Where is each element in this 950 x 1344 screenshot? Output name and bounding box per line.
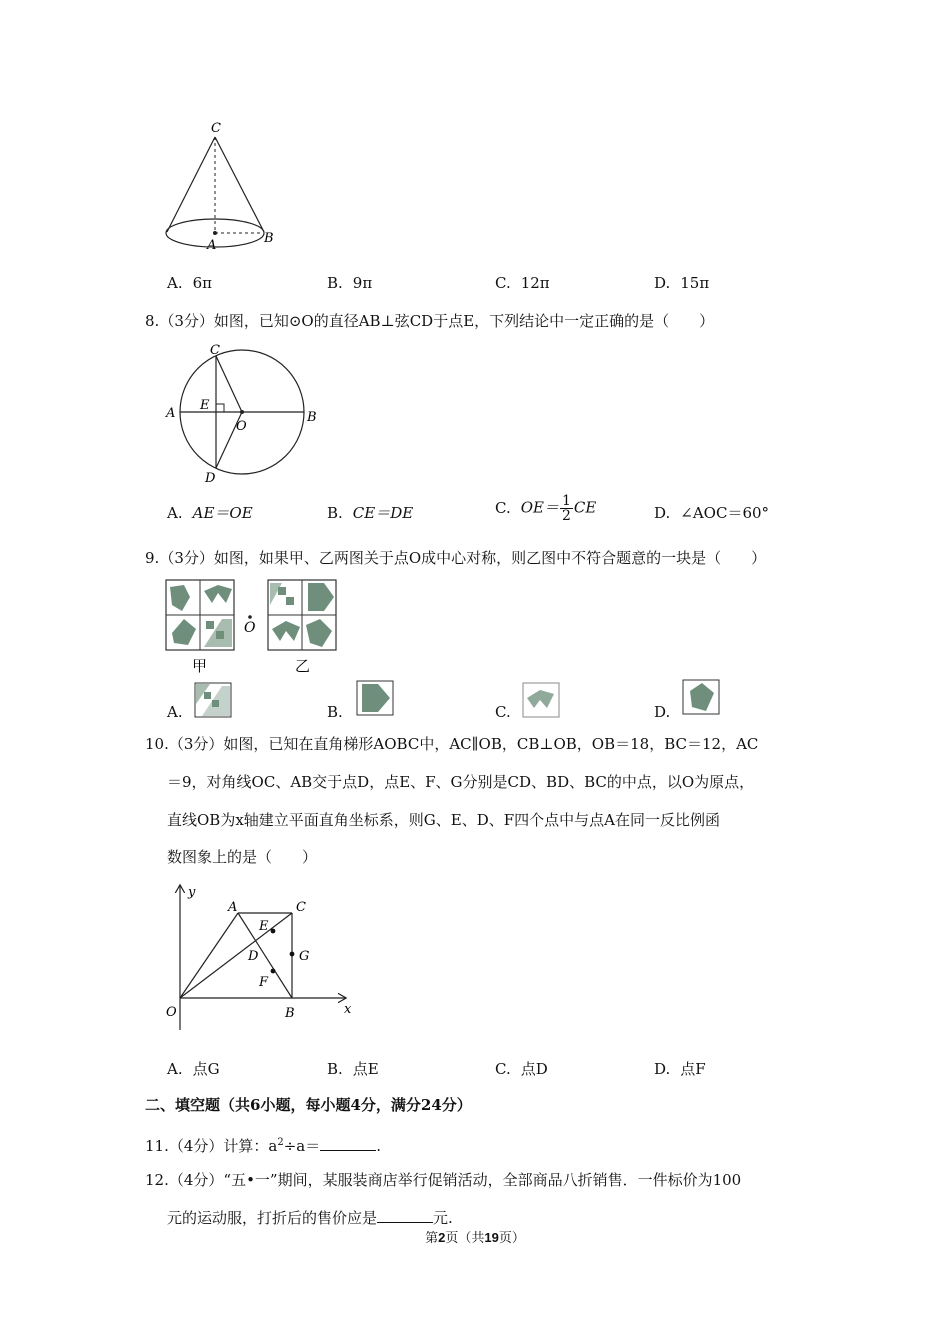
q10-option-b[interactable]: B. 点E	[327, 1060, 379, 1078]
point-a-dot	[213, 231, 217, 235]
q9-option-d[interactable]: D.	[654, 703, 671, 721]
point-e	[271, 929, 276, 934]
label-d: D	[205, 471, 216, 486]
q11-answer-blank[interactable]	[320, 1136, 376, 1151]
q8-option-b[interactable]: B. CE＝DE	[327, 504, 414, 522]
label-e: E	[259, 919, 269, 934]
label-c: C	[211, 121, 221, 136]
page-footer: 第2页（共19页）	[425, 1230, 525, 1246]
q10-trapezoid-figure	[160, 880, 360, 1040]
q10-option-d[interactable]: D. 点F	[654, 1060, 706, 1078]
q9-option-c[interactable]: C.	[495, 703, 511, 721]
label-o: O	[244, 620, 256, 636]
center-dot	[240, 410, 244, 414]
label-a: A	[207, 238, 217, 250]
label-d: D	[248, 949, 259, 964]
q8-option-a[interactable]: A. AE＝OE	[167, 504, 253, 522]
fraction-one-half: $\frac{1}{2}$	[561, 493, 571, 524]
q7-cone-figure	[160, 115, 290, 250]
point-f	[271, 969, 276, 974]
q9-figure	[160, 575, 345, 675]
q8-option-d[interactable]: D. ∠AOC＝60°	[654, 504, 770, 522]
jia-tile-4a	[206, 621, 214, 629]
yi-tile-1b	[286, 597, 294, 605]
q12-line-2: 元的运动服，打折后的售价应是 元.	[167, 1209, 453, 1227]
q8-question: 8.（3分）如图，已知⊙O的直径AB⊥弦CD于点E，下列结论中一定正确的是（ ）	[145, 312, 715, 330]
q10-line-2: ＝9，对角线OC、AB交于点D，点E、F、G分别是CD、BD、BC的中点，以O为原点，	[167, 773, 755, 791]
label-c: C	[296, 900, 306, 915]
label-e: E	[200, 398, 210, 413]
q11-question: 11.（4分）计算：$a^2\div a=$ .	[145, 1137, 382, 1155]
diagonal-oc	[180, 913, 292, 998]
q10-option-c[interactable]: C. 点D	[495, 1060, 548, 1078]
q9-option-b-tile[interactable]	[356, 680, 394, 716]
label-a: A	[228, 900, 238, 915]
label-o: O	[166, 1005, 177, 1020]
q9-option-d-tile[interactable]	[682, 679, 720, 715]
q10-line-3: 直线OB为x轴建立平面直角坐标系，则G、E、D、F四个点中与点A在同一反比例函	[167, 811, 720, 829]
label-f: F	[259, 975, 269, 990]
grid-yi	[268, 580, 336, 650]
cone-right-edge	[215, 137, 264, 232]
q9-option-a[interactable]: A.	[167, 703, 183, 721]
label-o: O	[236, 419, 247, 434]
q7-option-d[interactable]: D. 15π	[654, 274, 710, 292]
q9-option-b[interactable]: B.	[327, 703, 343, 721]
q7-option-a[interactable]: A. 6π	[167, 274, 213, 292]
point-g	[290, 952, 295, 957]
yi-tile-1a	[278, 587, 286, 595]
label-b: B	[285, 1006, 295, 1021]
label-b: B	[264, 231, 274, 246]
q9-option-a-tile[interactable]	[194, 682, 232, 718]
q10-line-1: 10.（3分）如图，已知在直角梯形AOBC中，AC∥OB，CB⊥OB，OB＝18，BC＝12，AC	[145, 735, 759, 753]
q7-option-b[interactable]: B. 9π	[327, 274, 373, 292]
q12-line-1: 12.（4分）“五•一”期间，某服装商店举行促销活动，全部商品八折销售．一件标价为100	[145, 1171, 742, 1189]
q12-answer-blank[interactable]	[377, 1208, 433, 1223]
q9-option-c-tile[interactable]	[522, 682, 560, 718]
right-angle-mark	[216, 404, 224, 412]
label-y: y	[188, 885, 196, 900]
q8-circle-figure	[160, 340, 330, 490]
label-b: B	[307, 410, 317, 425]
segment-oa	[180, 913, 238, 998]
point-o-dot	[248, 615, 252, 619]
label-g: G	[299, 949, 310, 964]
grid-jia	[166, 580, 234, 650]
label-a: A	[166, 406, 176, 421]
section-2-title: 二、填空题（共6小题，每小题4分，满分24分）	[145, 1096, 472, 1114]
cone-left-edge	[167, 137, 215, 232]
q8-option-c[interactable]: C. OE＝ $\frac{1}{2}$ CE	[495, 493, 597, 524]
q10-option-a[interactable]: A. 点G	[167, 1060, 220, 1078]
q10-line-4: 数图象上的是（ ）	[167, 848, 318, 866]
q7-option-c[interactable]: C. 12π	[495, 274, 550, 292]
label-x: x	[344, 1002, 352, 1017]
label-jia: 甲	[192, 657, 208, 675]
label-yi: 乙	[295, 657, 311, 675]
label-c: C	[210, 343, 220, 358]
q9-question: 9.（3分）如图，如果甲、乙两图关于点O成中心对称，则乙图中不符合题意的一块是（ ）	[145, 549, 767, 567]
